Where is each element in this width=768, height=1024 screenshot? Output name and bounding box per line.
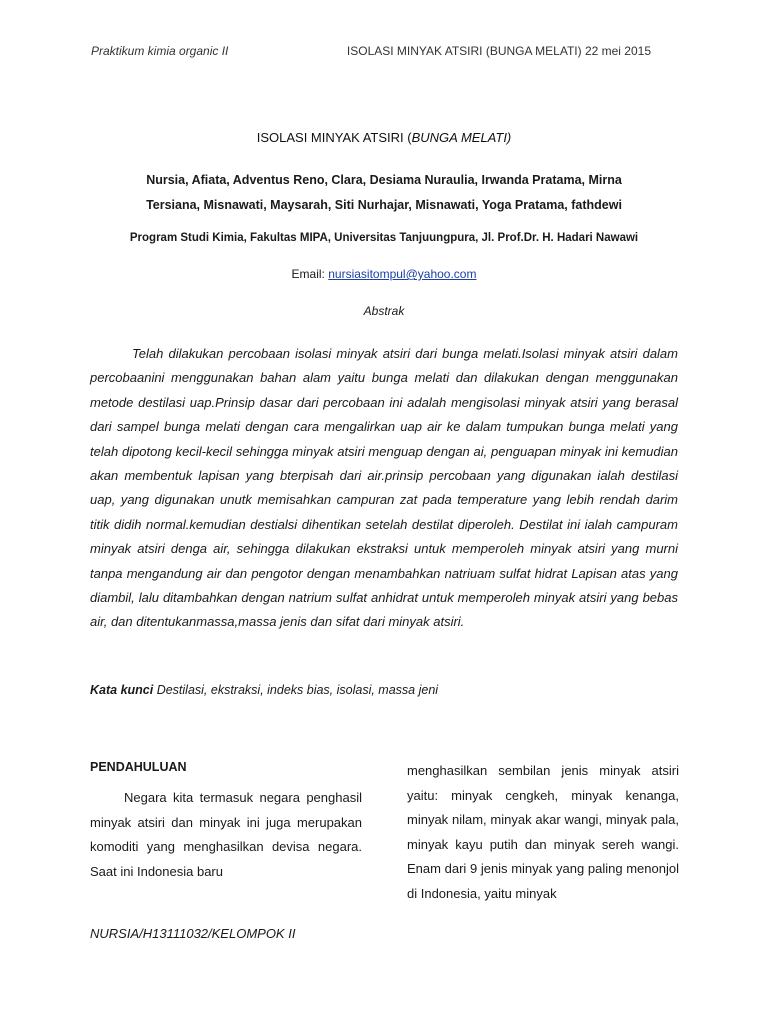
intro-paragraph-left: Negara kita termasuk negara penghasil minyak atsiri dan minyak ini juga merupakan komoditi yang menghasilkan devisa negara. Saat ini Indonesia baru — [90, 790, 362, 879]
author-line-2: Tersiana, Misnawati, Maysarah, Siti Nurhajar, Misnawati, Yoga Pratama, fathdewi — [146, 198, 622, 212]
email-line — [0, 267, 768, 281]
paper-title-italic: BUNGA MELATI) — [411, 130, 512, 145]
paper-title-main: ISOLASI MINYAK ATSIRI ( — [256, 130, 412, 145]
running-header — [91, 44, 651, 58]
email-link[interactable]: nursiasitompul@yahoo.com — [328, 267, 477, 281]
abstract-text: Telah dilakukan percobaan isolasi minyak atsiri dari bunga melati.Isolasi minyak atsiri dalam percobaanini menggunakan bahan alam yaitu bunga melati dan dilakukan dengan menggunakan metode destilasi uap.Prinsip dasar dari percobaan ini adalah mengisolasi minyak atsiri yang berasal dari sampel bunga melati dengan cara mengalirkan uap air ke dalam tumpukan bunga melati yang telah dipotong kecil-kecil sehingga minyak atsiri menguap dengan ai, penguapan minyak ini kemudian akan membentuk lapisan yang bterpisah dari air.prinsip percobaan yang digunakan ialah destilasi uap, yang digunakan unutk memisahkan campuran zat pada temperature yang lebih rendah darim titik didih normal.kemudian destialsi dihentikan setelah destilat diperoleh. Destilat ini ialah campuram minyak atsiri denga air, sehingga dilakukan ekstraksi untuk memperoleh minyak atsiri yang murni tanpa mengandung air dan pengotor dengan menambahkan natriuam sulfat hidrat Lapisan atas yang diambil, lalu ditambahkan dengan natrium sulfat anhidrat untuk memperoleh minyak atsiri yang bebas air, dan ditentukanmassa,massa jenis dan sifat dari minyak atsiri. — [90, 346, 678, 630]
header-course: Praktikum kimia organic II — [91, 44, 229, 58]
column-left — [90, 760, 362, 884]
affiliation: Program Studi Kimia, Fakultas MIPA, Universitas Tanjuungpura, Jl. Prof.Dr. H. Hadari Nawawi — [129, 232, 639, 244]
author-list — [100, 168, 668, 218]
keywords-text: Destilasi, ekstraksi, indeks bias, isolasi, massa jeni — [153, 683, 439, 697]
section-heading-introduction: PENDAHULUAN — [90, 760, 187, 774]
author-line-1: Nursia, Afiata, Adventus Reno, Clara, Desiama Nuraulia, Irwanda Pratama, Mirna — [146, 173, 622, 187]
abstract-heading: Abstrak — [363, 304, 405, 318]
keywords — [90, 683, 678, 697]
keywords-label: Kata kunci — [90, 683, 154, 697]
running-footer: NURSIA/H13111032/KELOMPOK II — [90, 926, 296, 941]
column-right — [407, 759, 679, 907]
header-title-date: ISOLASI MINYAK ATSIRI (BUNGA MELATI) 22 mei 2015 — [346, 44, 651, 58]
intro-paragraph-right: menghasilkan sembilan jenis minyak atsiri yaitu: minyak cengkeh, minyak kenanga, minyak nilam, minyak akar wangi, minyak pala, minyak kayu putih dan minyak sereh wangi. Enam dari 9 jenis minyak yang paling menonjol di Indonesia, yaitu minyak — [407, 763, 679, 901]
email-label: Email: — [291, 267, 329, 281]
paper-title — [0, 130, 768, 145]
